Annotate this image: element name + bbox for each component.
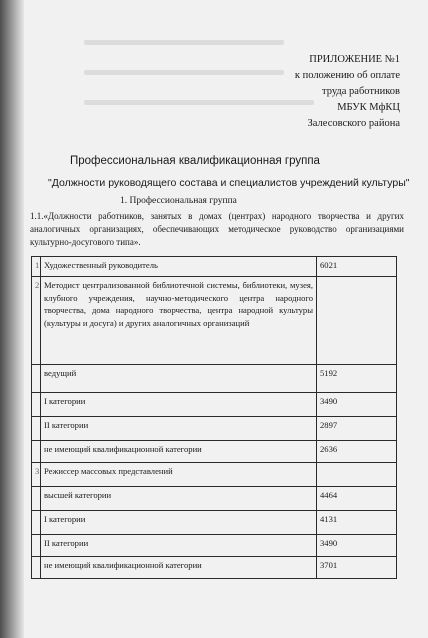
table-row	[32, 441, 397, 463]
table-row	[32, 277, 397, 365]
row-number	[32, 487, 41, 511]
position-name: не имеющий квалификационной категории	[41, 557, 317, 579]
table-row	[32, 511, 397, 535]
salary-value: 3490	[317, 393, 397, 417]
row-number	[32, 417, 41, 441]
bleed-through	[84, 40, 284, 45]
position-name: высшей категории	[41, 487, 317, 511]
row-number	[32, 535, 41, 557]
group-title: Профессиональная квалификационная группа	[70, 155, 320, 167]
row-number	[32, 557, 41, 579]
group-name: "Должности руководящего состава и специалистов учреждений культуры"	[48, 177, 410, 189]
table-row	[32, 257, 397, 277]
position-name: II категории	[41, 535, 317, 557]
position-name: не имеющий квалификационной категории	[41, 441, 317, 463]
salary-value: 5192	[317, 365, 397, 393]
salary-value: 4464	[317, 487, 397, 511]
page-edge-shadow	[0, 0, 24, 638]
table-row	[32, 365, 397, 393]
row-number	[32, 511, 41, 535]
position-name: I категории	[41, 511, 317, 535]
row-number: 1	[32, 257, 41, 277]
salary-table	[31, 256, 397, 579]
row-number	[32, 365, 41, 393]
table-row	[32, 535, 397, 557]
level-title: 1. Профессиональная группа	[120, 196, 237, 206]
row-number	[32, 441, 41, 463]
header-line: Залесовского района	[307, 118, 400, 129]
header-line: МБУК МфКЦ	[337, 102, 400, 113]
salary-value: 3490	[317, 535, 397, 557]
table-row	[32, 557, 397, 579]
position-name: II категории	[41, 417, 317, 441]
salary-value	[317, 463, 397, 487]
header-line: труда работников	[321, 86, 400, 97]
salary-value	[317, 277, 397, 365]
position-name: Режиссер массовых представлений	[41, 463, 317, 487]
position-name: ведущий	[41, 365, 317, 393]
table-row	[32, 487, 397, 511]
table-row	[32, 417, 397, 441]
row-number: 2	[32, 277, 41, 365]
salary-value: 4131	[317, 511, 397, 535]
row-number	[32, 393, 41, 417]
position-name: Художественный руководитель	[41, 257, 317, 277]
header-line: ПРИЛОЖЕНИЕ №1	[309, 54, 400, 65]
bleed-through	[84, 70, 284, 75]
salary-value: 2897	[317, 417, 397, 441]
salary-value: 6021	[317, 257, 397, 277]
position-name: I категории	[41, 393, 317, 417]
position-name: Методист централизованной библиотечной системы, библиотеки, музея, клубного учреждения, научно-методического центра народного творчества, дома народного творчества, центра народной культуры (культуры и досуга) и других аналогичных организаций	[41, 277, 317, 365]
salary-value: 2636	[317, 441, 397, 463]
appendix-header	[295, 52, 400, 132]
salary-value: 3701	[317, 557, 397, 579]
subgroup-description: 1.1.«Должности работников, занятых в домах (центрах) народного творчества и других аналогичных организациях, обеспечивающих методическое руководство организациями культурно-досугового типа».	[30, 211, 404, 247]
table-row	[32, 393, 397, 417]
header-line: к положению об оплате	[294, 70, 400, 81]
table-row	[32, 463, 397, 487]
bleed-through	[84, 100, 314, 105]
row-number: 3	[32, 463, 41, 487]
